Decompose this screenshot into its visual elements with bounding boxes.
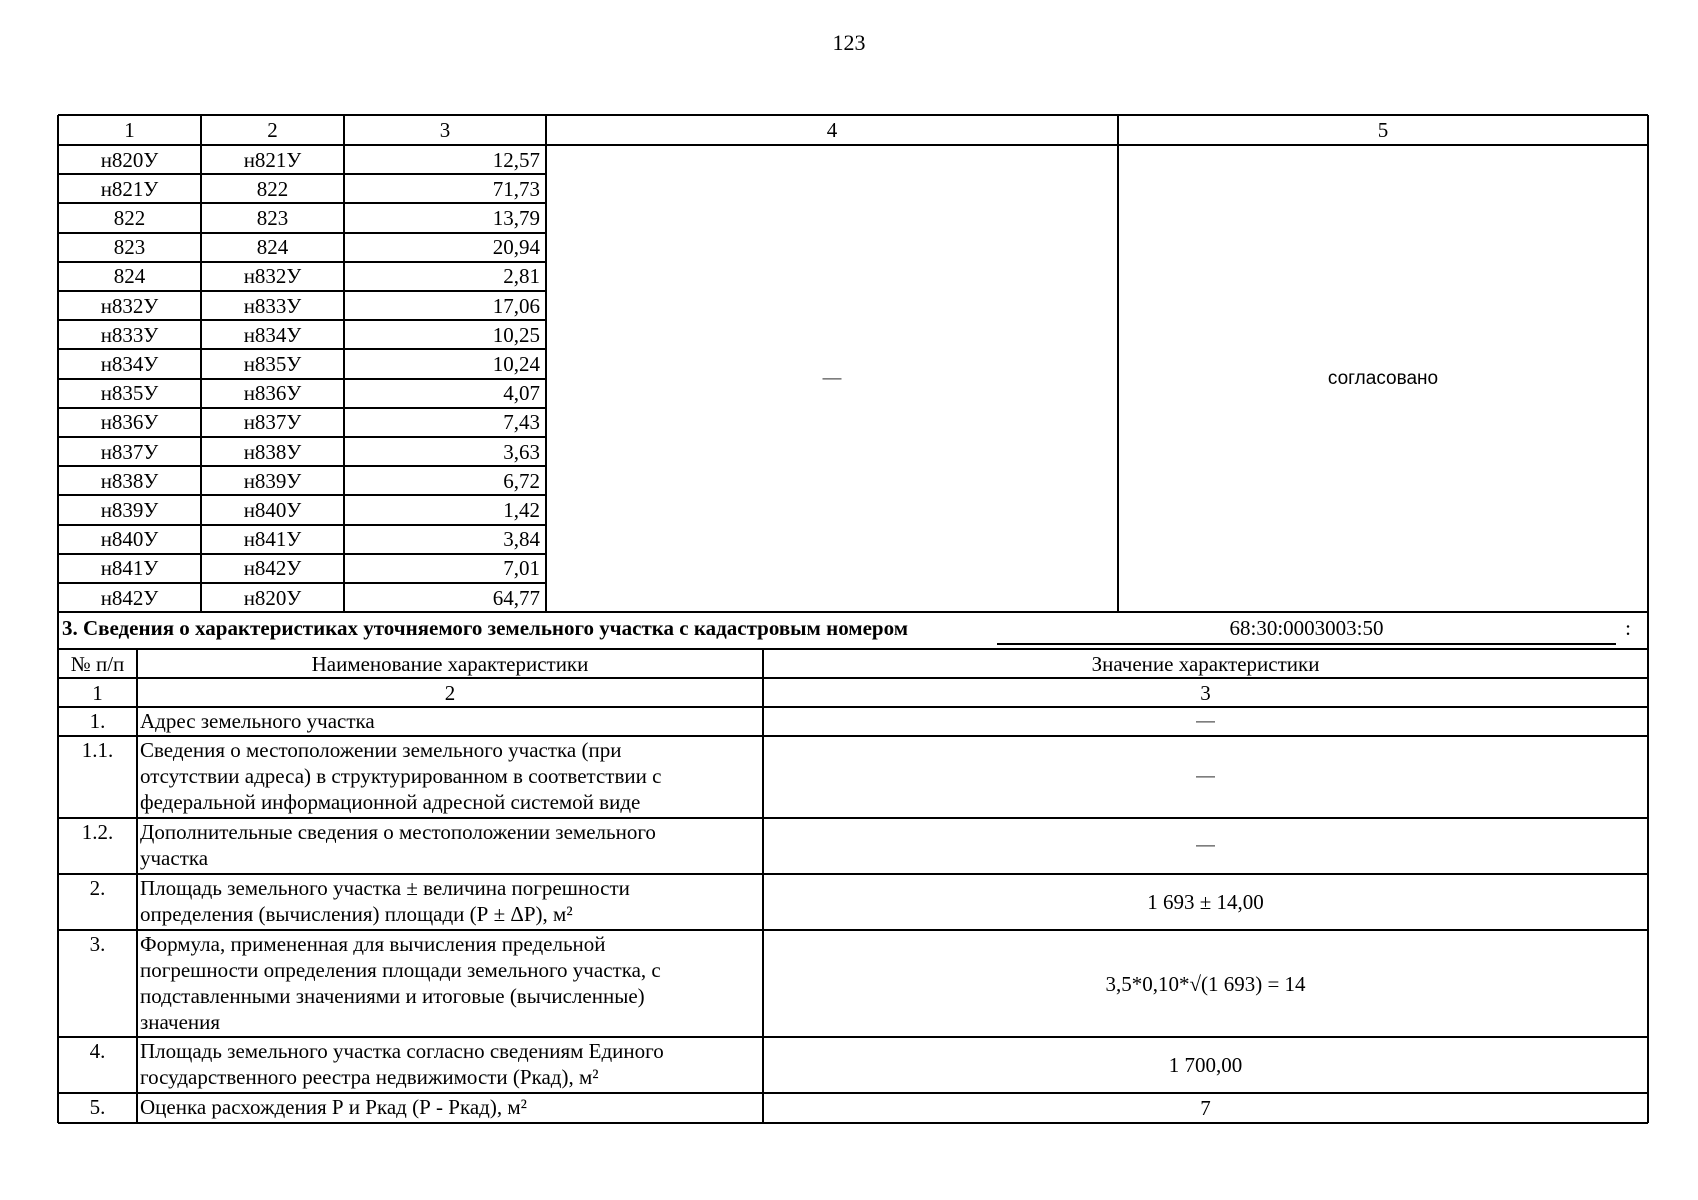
table2-colnum-3: 3 [1200,680,1211,705]
point-from-cell: н838У [100,468,159,493]
point-to-cell: н833У [243,293,302,318]
point-from-cell: 823 [113,235,146,260]
row-number: 1.1. [81,738,114,762]
point-from-cell: 824 [113,264,146,289]
distance-cell: 10,25 [492,322,540,347]
characteristic-name-line: государственного реестра недвижимости (Ркад), м² [140,1065,599,1089]
characteristic-name [140,737,661,815]
point-to-cell: н840У [243,497,302,522]
distance-cell: 71,73 [492,176,540,201]
point-from-cell: н835У [100,381,159,406]
table1-header-5: 5 [1377,118,1389,142]
distance-cell: 17,06 [492,293,540,318]
point-from-cell: н821У [100,176,159,201]
characteristic-name-line: подставленными значениями и итоговые (вычисленные) [140,984,645,1008]
point-to-cell: н839У [243,468,302,493]
point-to-cell: н842У [243,556,302,581]
point-to-cell: н838У [243,439,302,464]
characteristic-name [140,1094,527,1120]
distance-cell: 1,42 [503,497,540,522]
point-from-cell: 822 [113,205,146,230]
table-column-line [1647,612,1649,649]
table1-header-4: 4 [826,118,838,142]
characteristic-name [140,819,656,871]
table2-header-1: № п/п [70,651,125,676]
point-from-cell: н837У [100,439,159,464]
point-to-cell: 823 [256,205,289,230]
characteristic-name-line: отсутствии адреса) в структурированном в соответствии с [140,764,662,788]
point-from-cell: н833У [100,322,159,347]
cadastral-number: 68:30:0003003:50 [1229,616,1384,641]
table-column-line [57,612,59,649]
table1-header-2: 2 [267,118,278,142]
characteristic-name [140,708,375,734]
characteristic-value: 3,5*0,10*√(1 693) = 14 [1105,971,1306,996]
point-to-cell: н832У [243,264,302,289]
characteristic-name-line: определения (вычисления) площади (Р ± ΔР), м² [140,902,573,926]
distance-cell: 20,94 [492,235,540,260]
characteristic-name-line: Адрес земельного участка [140,709,375,733]
table2-colnum-2: 2 [444,680,456,705]
table1-col4-value: — [822,367,842,389]
point-to-cell: н821У [243,147,302,172]
characteristic-value: 1 700,00 [1168,1053,1243,1077]
table-column-line [136,649,138,1123]
table2-header-2: Наименование характеристики [311,651,589,676]
section3-colon: : [1625,616,1631,641]
distance-cell: 10,24 [492,351,540,376]
distance-cell: 3,63 [503,439,540,464]
page-number: 123 [832,30,866,55]
distance-cell: 2,81 [503,264,540,289]
table2-colnum-1: 1 [92,680,103,705]
point-to-cell: н837У [243,410,302,435]
point-to-cell: н820У [243,585,302,610]
point-to-cell: н835У [243,351,302,376]
point-from-cell: н820У [100,147,159,172]
cadastral-underline [997,643,1616,645]
point-from-cell: н832У [100,293,159,318]
characteristic-value: 7 [1200,1096,1211,1120]
distance-cell: 7,43 [503,410,540,435]
characteristic-name-line: участка [140,846,209,870]
row-number: 3. [89,932,106,956]
section3-title: 3. Сведения о характеристиках уточняемого земельного участка с кадастровым номером [62,616,909,641]
characteristic-value: — [1196,766,1215,787]
table-column-line [1647,649,1649,1123]
row-number: 1. [89,709,106,733]
distance-cell: 64,77 [492,585,540,610]
characteristic-name [140,875,630,927]
point-to-cell: 822 [256,176,289,201]
point-from-cell: н842У [100,585,159,610]
table1-header-3: 3 [439,118,451,142]
table-column-line [762,649,764,1123]
row-number: 5. [89,1095,106,1119]
table2-header-3: Значение характеристики [1091,651,1320,676]
table-column-line [57,649,59,1123]
point-from-cell: н839У [100,497,159,522]
row-number: 4. [89,1039,106,1063]
point-to-cell: 824 [256,235,289,260]
table1-header-1: 1 [124,118,135,142]
distance-cell: 13,79 [492,205,540,230]
point-to-cell: н836У [243,381,302,406]
characteristic-name [140,931,661,1035]
distance-cell: 4,07 [503,381,540,406]
characteristic-value: — [1196,835,1215,856]
characteristic-name [140,1038,664,1090]
distance-cell: 7,01 [503,556,540,581]
characteristic-name-line: Площадь земельного участка согласно сведениям Единого [140,1039,664,1063]
characteristic-value: 1 693 ± 14,00 [1147,890,1264,914]
point-from-cell: н834У [100,351,159,376]
characteristic-name-line: Сведения о местоположении земельного участка (при [140,738,622,762]
characteristic-name-line: Формула, примененная для вычисления предельной [140,932,606,956]
point-to-cell: н834У [243,322,302,347]
characteristic-name-line: федеральной информационной адресной системой виде [140,790,641,814]
characteristic-name-line: значения [140,1010,221,1034]
point-from-cell: н836У [100,410,159,435]
distance-cell: 6,72 [503,468,540,493]
characteristic-name-line: Оценка расхождения Р и Ркад (Р - Ркад), м² [140,1095,527,1119]
row-number: 1.2. [81,820,114,844]
row-number: 2. [89,876,106,900]
characteristic-name-line: погрешности определения площади земельного участка, с [140,958,661,982]
table1-col5-value: согласовано [1327,367,1439,389]
characteristic-name-line: Площадь земельного участка ± величина погрешности [140,876,630,900]
characteristic-name-line: Дополнительные сведения о местоположении земельного [140,820,656,844]
point-from-cell: н841У [100,556,159,581]
distance-cell: 3,84 [503,527,540,552]
distance-cell: 12,57 [492,147,540,172]
point-from-cell: н840У [100,527,159,552]
point-to-cell: н841У [243,527,302,552]
characteristic-value: — [1196,710,1215,732]
